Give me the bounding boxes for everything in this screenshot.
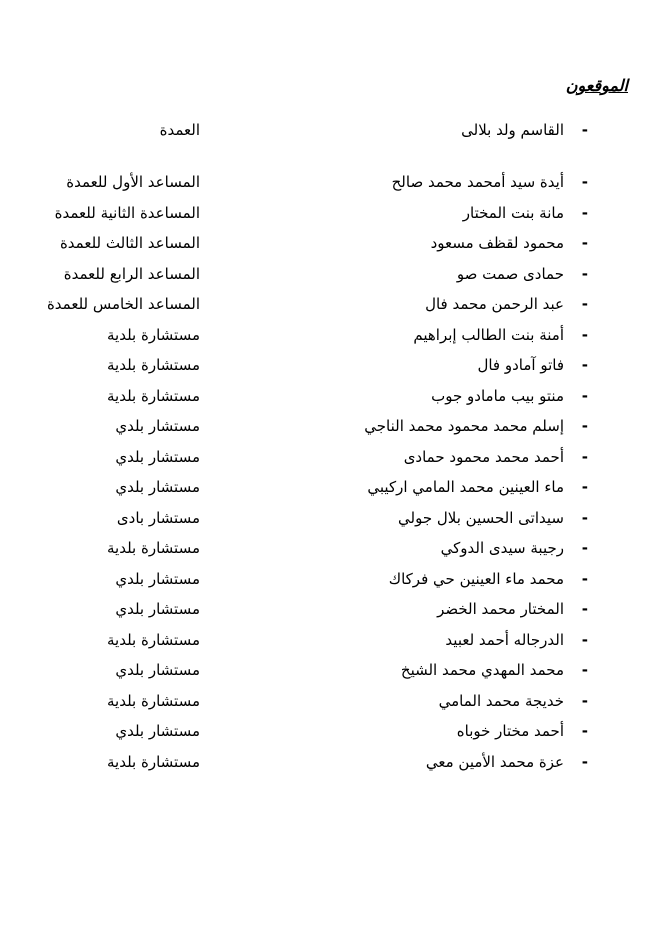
- signatory-row: [0, 118, 672, 142]
- signatory-row: [0, 750, 672, 774]
- signatory-name: سيداتى الحسين بلال جولي: [398, 509, 564, 527]
- signatory-row: [0, 292, 672, 316]
- signatory-row: [0, 597, 672, 621]
- signatory-name: حمادى صمت صو: [456, 265, 564, 283]
- signatory-row: [0, 384, 672, 408]
- bullet-dash: -: [581, 121, 588, 139]
- signatory-row: [0, 262, 672, 286]
- signatory-role: المساعد الثالث للعمدة: [59, 234, 200, 252]
- signatory-name: رجيبة سيدى الدوكي: [440, 539, 564, 557]
- bullet-dash: -: [581, 631, 588, 649]
- signatory-name: عزة محمد الأمين معي: [425, 753, 564, 771]
- signatory-role: مستشار بلدي: [115, 478, 200, 496]
- signatory-row: [0, 628, 672, 652]
- signatory-role: مستشارة بلدية: [107, 387, 200, 405]
- signatory-role: مستشارة بلدية: [107, 631, 200, 649]
- signatory-role: العمدة: [159, 121, 200, 139]
- bullet-dash: -: [581, 600, 588, 618]
- signatory-row: [0, 414, 672, 438]
- signatory-name: محمد المهدي محمد الشيخ: [400, 661, 564, 679]
- signatory-role: مستشار بلدي: [115, 661, 200, 679]
- bullet-dash: -: [581, 204, 588, 222]
- bullet-dash: -: [581, 753, 588, 771]
- bullet-dash: -: [581, 570, 588, 588]
- signatory-name: أحمد محمد محمود حمادى: [403, 448, 564, 466]
- signatory-role: مستشار بلدي: [115, 570, 200, 588]
- signatories-heading: الموقعون: [565, 76, 628, 95]
- signatory-row: [0, 689, 672, 713]
- signatory-name: الدرجاله أحمد لعبيد: [445, 631, 564, 649]
- bullet-dash: -: [581, 448, 588, 466]
- signatory-role: مستشار بلدي: [115, 722, 200, 740]
- signatory-role: المساعد الرابع للعمدة: [63, 265, 200, 283]
- signatory-row: [0, 536, 672, 560]
- signatory-row: [0, 231, 672, 255]
- signatory-name: القاسم ولد بلالى: [461, 121, 564, 139]
- signatory-role: مستشارة بلدية: [107, 753, 200, 771]
- bullet-dash: -: [581, 478, 588, 496]
- signatory-name: أيدة سيد أمحمد محمد صالح: [391, 173, 564, 191]
- signatory-name: فاتو آمادو فال: [477, 356, 564, 374]
- bullet-dash: -: [581, 387, 588, 405]
- signatory-name: خديجة محمد المامي: [438, 692, 564, 710]
- bullet-dash: -: [581, 173, 588, 191]
- signatory-role: المساعد الأول للعمدة: [66, 173, 200, 191]
- bullet-dash: -: [581, 234, 588, 252]
- signatory-row: [0, 719, 672, 743]
- signatory-name: محمد ماء العينين حي فركاك: [388, 570, 564, 588]
- bullet-dash: -: [581, 692, 588, 710]
- signatory-row: [0, 567, 672, 591]
- bullet-dash: -: [581, 326, 588, 344]
- signatory-name: المختار محمد الخضر: [437, 600, 564, 618]
- signatory-name: أمنة بنت الطالب إبراهيم: [413, 326, 564, 344]
- signatory-role: مستشار بادى: [116, 509, 200, 527]
- signatory-role: المساعدة الثانية للعمدة: [54, 204, 200, 222]
- bullet-dash: -: [581, 722, 588, 740]
- signatory-name: أحمد مختار خوباه: [456, 722, 564, 740]
- signatory-role: مستشار بلدي: [115, 600, 200, 618]
- signatory-row: [0, 658, 672, 682]
- signatory-role: مستشار بلدي: [115, 417, 200, 435]
- signatory-role: مستشارة بلدية: [107, 692, 200, 710]
- signatory-name: مانة بنت المختار: [462, 204, 564, 222]
- bullet-dash: -: [581, 295, 588, 313]
- signatory-name: منتو بيب مامادو جوب: [431, 387, 564, 405]
- signatory-row: [0, 323, 672, 347]
- signatory-row: [0, 445, 672, 469]
- signatory-row: [0, 475, 672, 499]
- signatory-role: مستشارة بلدية: [107, 356, 200, 374]
- signatory-name: عبد الرحمن محمد فال: [425, 295, 564, 313]
- signatory-row: [0, 201, 672, 225]
- bullet-dash: -: [581, 539, 588, 557]
- signatory-row: [0, 353, 672, 377]
- signatory-role: مستشارة بلدية: [107, 539, 200, 557]
- signatory-name: إسلم محمد محمود محمد الناجي: [364, 417, 564, 435]
- bullet-dash: -: [581, 661, 588, 679]
- signatory-role: مستشارة بلدية: [107, 326, 200, 344]
- signatory-row: [0, 506, 672, 530]
- signatory-name: ماء العينين محمد المامي اركيبي: [367, 478, 564, 496]
- bullet-dash: -: [581, 265, 588, 283]
- signatory-role: المساعد الخامس للعمدة: [46, 295, 200, 313]
- bullet-dash: -: [581, 417, 588, 435]
- bullet-dash: -: [581, 356, 588, 374]
- signatory-row: [0, 170, 672, 194]
- signatory-name: محمود لقظف مسعود: [430, 234, 564, 252]
- signatory-role: مستشار بلدي: [115, 448, 200, 466]
- bullet-dash: -: [581, 509, 588, 527]
